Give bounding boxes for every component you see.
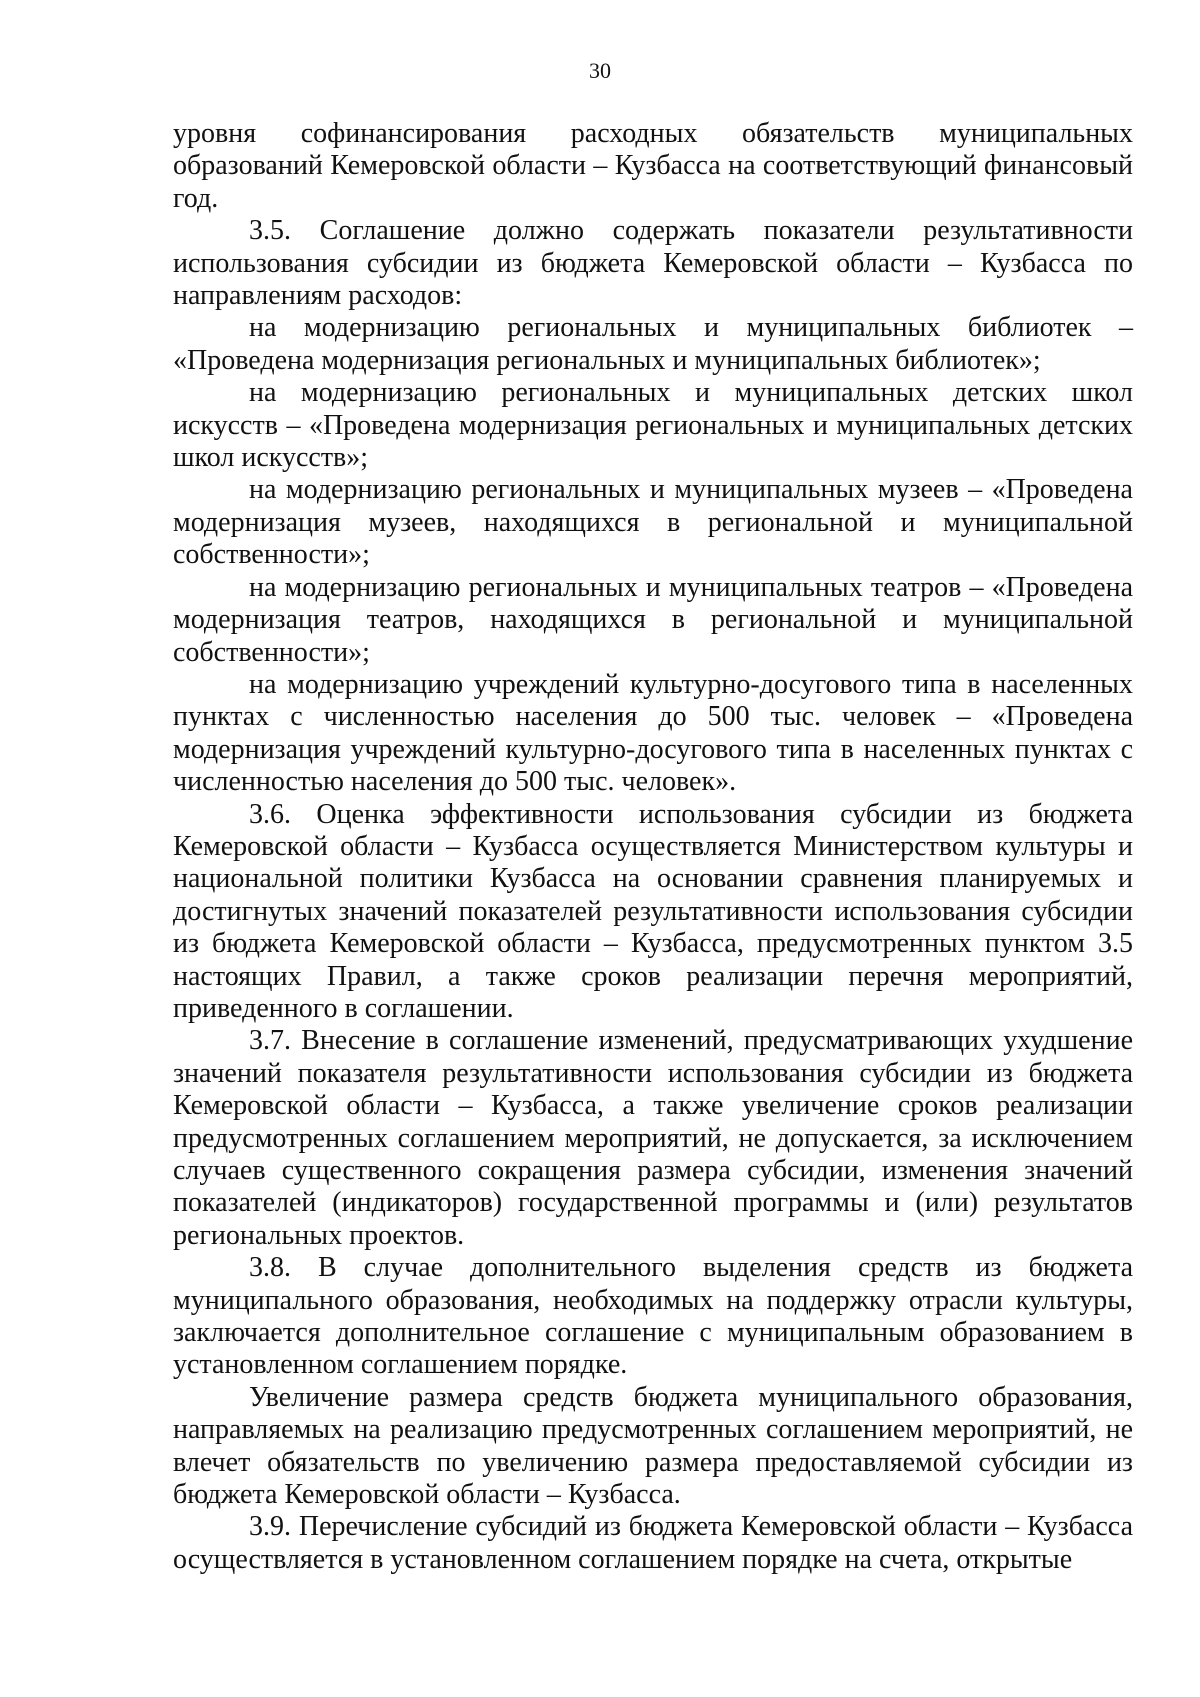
paragraph-clause-3-6: 3.6. Оценка эффективности использования субсидии из бюджета Кемеровской области – Кузбасса осуществляется Министерством культуры и национальной политики Кузбасса на основании сравнения планируемых и достигнутых значений показателей результативности использования субсидии из бюджета Кемеровской области – Кузбасса, предусмотренных пунктом 3.5 настоящих Правил, а также сроков реализации перечня мероприятий, приведенного в соглашении.	[173, 798, 1133, 1024]
paragraph-clause-3-7: 3.7. Внесение в соглашение изменений, предусматривающих ухудшение значений показателя результативности использования субсидии из бюджета Кемеровской области – Кузбасса, а также увеличение сроков реализации предусмотренных соглашением мероприятий, не допускается, за исключением случаев существенного сокращения размера субсидии, изменения значений показателей (индикаторов) государственной программы и (или) результатов региональных проектов.	[173, 1025, 1133, 1251]
paragraph-cultural-centers: на модернизацию учреждений культурно-досугового типа в населенных пунктах с численностью населения до 500 тыс. человек – «Проведена модернизация учреждений культурно-досугового типа в населенных пунктах с численностью населения до 500 тыс. человек».	[173, 668, 1133, 798]
paragraph-funding-increase: Увеличение размера средств бюджета муниципального образования, направляемых на реализацию предусмотренных соглашением мероприятий, не влечет обязательств по увеличению размера предоставляемой субсидии из бюджета Кемеровской области – Кузбасса.	[173, 1381, 1133, 1511]
document-body	[173, 118, 1133, 1576]
paragraph-theatres: на модернизацию региональных и муниципальных театров – «Проведена модернизация театров, находящихся в региональной и муниципальной собственности»;	[173, 571, 1133, 668]
page-number: 30	[589, 58, 611, 83]
paragraph-art-schools: на модернизацию региональных и муниципальных детских школ искусств – «Проведена модернизация региональных и муниципальных детских школ искусств»;	[173, 377, 1133, 474]
paragraph-museums: на модернизацию региональных и муниципальных музеев – «Проведена модернизация музеев, находящихся в региональной и муниципальной собственности»;	[173, 474, 1133, 571]
paragraph: уровня софинансирования расходных обязательств муниципальных образований Кемеровской области – Кузбасса на соответствующий финансовый год.	[173, 118, 1133, 214]
paragraph-clause-3-9: 3.9. Перечисление субсидий из бюджета Кемеровской области – Кузбасса осуществляется в установленном соглашением порядке на счета, открытые	[173, 1511, 1133, 1575]
paragraph-clause-3-5: 3.5. Соглашение должно содержать показатели результативности использования субсидии из бюджета Кемеровской области – Кузбасса по направлениям расходов:	[173, 215, 1133, 312]
paragraph-libraries: на модернизацию региональных и муниципальных библиотек – «Проведена модернизация региональных и муниципальных библиотек»;	[173, 312, 1133, 376]
paragraph-clause-3-8: 3.8. В случае дополнительного выделения средств из бюджета муниципального образования, необходимых на поддержку отрасли культуры, заключается дополнительное соглашение с муниципальным образованием в установленном соглашением порядке.	[173, 1252, 1133, 1381]
